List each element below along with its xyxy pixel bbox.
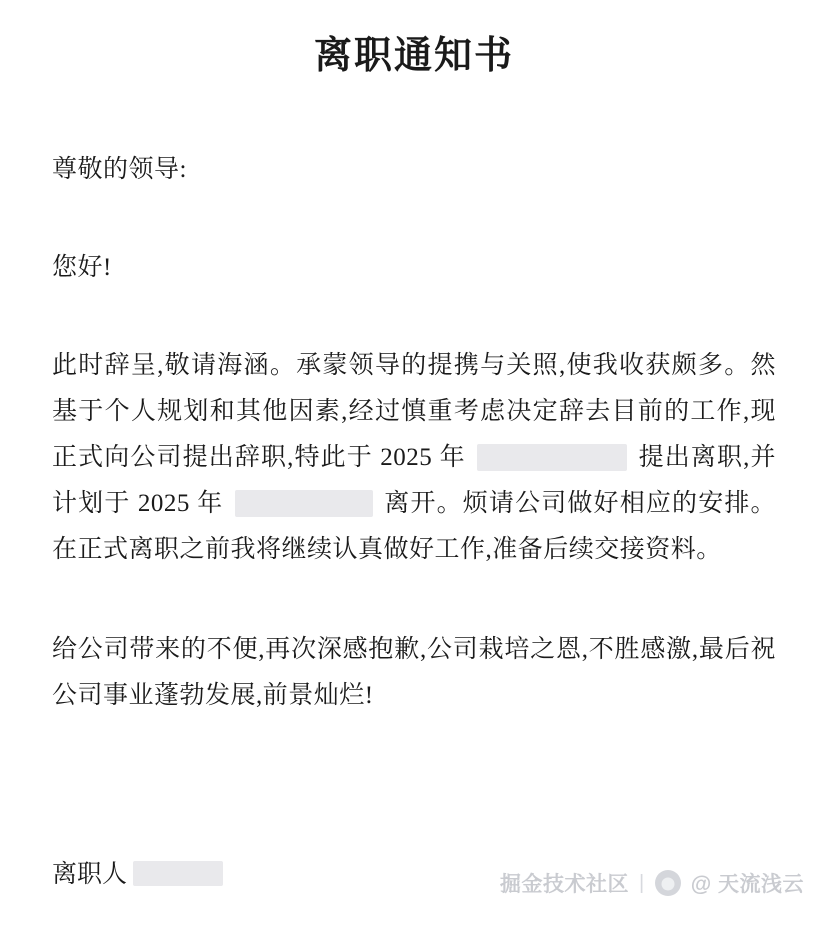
watermark-separator: | (638, 871, 645, 894)
greeting-line: 您好! (52, 254, 112, 282)
paragraph-closing: 给公司带来的不便,再次深感抱歉,公司栽培之恩,不胜感激,最后祝公司事业蓬勃发展,前景灿烂! (52, 636, 776, 710)
document-body (52, 147, 776, 719)
document-page (0, 18, 828, 926)
redacted-date-2 (235, 490, 373, 517)
salutation-line: 尊敬的领导: (52, 156, 187, 184)
watermark-author: @ 天流浅云 (690, 873, 804, 896)
watermark-site: 掘金技术社区 (499, 873, 629, 896)
paragraph-main (52, 343, 776, 573)
watermark (500, 868, 804, 898)
signature-label: 离职人 (52, 861, 128, 888)
page-title: 离职通知书 (313, 35, 514, 77)
redacted-signature-name (133, 861, 223, 886)
signature-line (52, 858, 223, 892)
avatar (655, 870, 681, 896)
paragraph-main-text-3: 离开。烦请公司做好相应的安排。在正式离职之前我将继续认真做好工作,准备后续交接资料。 (52, 490, 777, 564)
paragraph-main-text-2: 提出离职,并计划于 2025 年 (52, 444, 777, 518)
redacted-date-1 (477, 444, 627, 471)
paragraph-main-text-1: 此时辞呈,敬请海涵。承蒙领导的提携与关照,使我收获颇多。然基于个人规划和其他因素,经过慎重考虑决定辞去目前的工作,现正式向公司提出辞职,特此于 2025 年 (52, 352, 776, 472)
